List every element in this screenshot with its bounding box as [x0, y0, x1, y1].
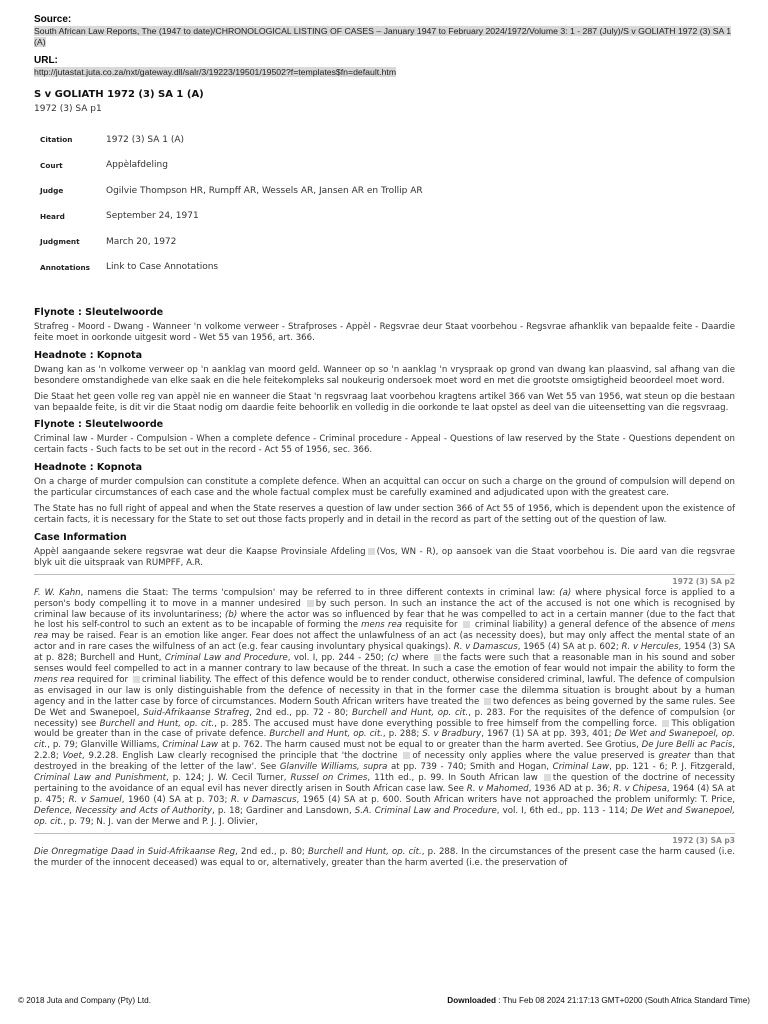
url-label: URL: [34, 55, 58, 66]
case-page-ref: 1972 (3) SA p1 [34, 104, 102, 114]
case-info-heading: Case Information [34, 531, 127, 543]
meta-key: Heard [40, 211, 65, 221]
margin-letter-g [403, 752, 410, 759]
margin-letter-e [484, 698, 491, 705]
margin-letter-c [368, 548, 375, 555]
source-url[interactable]: http://jutastat.juta.co.za/nxt/gateway.dll/salr/3/19223/19501/19502?f=templates$fn=default.htm [34, 67, 397, 77]
flynote-af-text: Strafreg - Moord - Dwang - Wanneer 'n volkome verweer - Strafproses - Appèl - Regsvrae deur Staat voorbehou - Regsvrae afhanklik van bepaalde feite - Daardie feite moet in oorkonde uitgesit word - Wet 55 van 1956, art. 366. [34, 322, 735, 343]
meta-row-judgment [40, 229, 423, 255]
meta-row-heard [40, 204, 423, 230]
margin-letter-h [544, 774, 551, 781]
meta-row-judge [40, 178, 423, 204]
meta-row-annotations [40, 255, 423, 281]
page-marker: 1972 (3) SA p3 [672, 835, 735, 845]
source-block [34, 14, 734, 78]
flynote-en-heading: Flynote : Sleutelwoorde [34, 419, 164, 431]
meta-value: September 24, 1971 [106, 211, 199, 222]
meta-key: Annotations [40, 262, 91, 272]
argument-paragraph: F. W. Kahn, namens die Staat: The terms 'compulsion' may be referred to in three different contexts in criminal law: (a) where physical force is applied to a person's body compelling it to move in a manner undesired by such person. In such an instance the act of the accused is not one which is recognised by criminal law because of its involuntariness; (b) where the actor was so influenced by fear that he was compelled to act in a certain manner (due to the fact that he lost his self-control to such an extent as to be incapable of forming the mens rea requisite for criminal liability) a general defence of the absence of mens rea may be raised. Fear is an emotion like anger. Fear does not affect the unlawfulness of an act (as necessity does), but may only affect the mental state of an actor and in rare cases the wilfulness of an act (e.g. fear causing involuntary physical quakings). R. v Damascus, 1965 (4) SA at p. 602; R. v Hercules, 1954 (3) SA at p. 828; Burchell and Hunt, Criminal Law and Procedure, vol. I, pp. 244 - 250; (c) where the facts were such that a reasonable man in his sound and sober senses would feel compelled to act in a manner contrary to law because of the threat. In such a case the emotion of fear would not impair the ability to form the mens rea required for criminal liability. The effect of this defence would be to render conduct, otherwise considered criminal, lawful. The defence of compulsion as envisaged in our law is only distinguishable from the defence of necessity in that in the former case the dilemma situation is brought about by a human agency and in the latter case by force of circumstances. Modern South African writers have treated the two defences as being governed by the same rules. See De Wet and Swanepoel, Suid-Afrikaanse Strafreg, 2nd ed., pp. 72 - 80; Burchell and Hunt, op. cit., p. 283. For the requisites of the defence of compulsion (or necessity) see Burchell and Hunt, op. cit., p. 285. The accused must have done everything possible to free himself from the compelling force. This obligation would be greater than in the case of private defence. Burchell and Hunt, op. cit., p. 288; S. v Bradbury, 1967 (1) SA at pp. 393, 401; De Wet and Swanepoel, op. cit., p. 79; Glanville Williams, Criminal Law at p. 762. The harm caused must not be equal to or greater than the harm averted. See Grotius, De Jure Belli ac Pacis, 2.2.8; Voet, 9.2.28. English Law clearly recognised the principle that 'the doctrine of necessity only applies where the value preserved is greater than that destroyed in the breaking of the letter of the law'. See Glanville Williams, supra at pp. 739 - 740; Smith and Hogan, Criminal Law, pp. 121 - 6; P. J. Fitzgerald, Criminal Law and Punishment, p. 124; J. W. Cecil Turner, Russel on Crimes, 11th ed., p. 99. In South African law the question of the doctrine of necessity pertaining to the avoidance of an equal evil has never directly arisen in South African case law. See R. v Mahomed, 1936 AD at p. 36; R. v Chipesa, 1964 (4) SA at p. 475; R. v Samuel, 1960 (4) SA at p. 703; R. v Damascus, 1965 (4) SA at p. 600. South African writers have not approached the problem uniformly: T. Price, Defence, Necessity and Acts of Authority, p. 18; Gardiner and Lansdown, S.A. Criminal Law and Procedure, vol. I, 6th ed., pp. 113 - 114; De Wet and Swanepoel, op. cit., p. 79; N. J. van der Merwe and P. J. J. Olivier, [34, 587, 736, 827]
flynote-af-heading: Flynote : Sleutelwoorde [34, 307, 164, 318]
meta-value: Appèlafdeling [106, 160, 168, 171]
meta-key: Citation [40, 135, 73, 145]
meta-value: March 20, 1972 [106, 236, 177, 247]
meta-row-citation [40, 127, 423, 153]
meta-row-court [40, 153, 423, 179]
download-stamp: Downloaded : Thu Feb 08 2024 21:17:13 GMT+0200 (South Africa Standard Time) [447, 996, 750, 1005]
flynote-en-text: Criminal law - Murder - Compulsion - When a complete defence - Criminal procedure - Appeal - Questions of law reserved by the State - Questions dependent on certain facts - Such facts to be set out in the record - Act 55 of 1956, sec. 366. [34, 434, 735, 456]
meta-value: 1972 (3) SA 1 (A) [106, 134, 185, 145]
meta-key: Court [40, 160, 63, 170]
copyright-text: © 2018 Juta and Company (Pty) Ltd. [18, 996, 152, 1005]
margin-letter-b [463, 621, 470, 628]
case-metadata-table [40, 127, 423, 280]
source-path: South African Law Reports, The (1947 to date)/CHRONOLOGICAL LISTING OF CASES – January 1947 to February 2024/1972/Volume 3: 1 - 287 (July)/S v GOLIATH 1972 (3) SA 1 (A) [34, 26, 732, 47]
source-label: Source: [34, 14, 72, 25]
annotations-link[interactable]: Link to Case Annotations [106, 262, 219, 273]
margin-letter-a [307, 600, 314, 607]
page-marker: 1972 (3) SA p2 [672, 576, 735, 586]
page-break [34, 574, 735, 586]
margin-letter-f [662, 720, 669, 727]
page-break [34, 833, 735, 845]
headnote-af-paragraph: Die Staat het geen volle reg van appèl nie en wanneer die Staat 'n regsvraag laat voorbehou kragtens artikel 366 van Wet 55 van 1956, wat steun op die bestaan van bepaalde feite, is dit vir die Staat nodig om daardie feite behoorlik en volledig in die oorkonde te laat opstel as deel van die uiteensetting van die regsvraag. [34, 391, 735, 413]
margin-letter-c [434, 654, 441, 661]
margin-letter-d [133, 676, 140, 683]
headnote-en-heading: Headnote : Kopnota [34, 462, 143, 474]
case-info-paragraph: Appèl aangaande sekere regsvrae wat deur die Kaapse Provinsiale Afdeling (Vos, WN - R), op aansoek van die Staat voorbehou is. Die aard van die regsvrae blyk uit die uitspraak van RUMPFF, A.R. [34, 546, 736, 568]
meta-key: Judgment [40, 237, 80, 247]
argument-paragraph-continued: Die Onregmatige Daad in Suid-Afrikaanse Reg, 2nd ed., p. 80; Burchell and Hunt, op. cit., p. 288. In the circumstances of the present case the harm caused (i.e. the murder of the innocent deceased) was equal to or, alternatively, greater than the harm averted (i.e. the preservation of [34, 846, 735, 868]
meta-value: Ogilvie Thompson HR, Rumpff AR, Wessels AR, Jansen AR en Trollip AR [106, 185, 423, 196]
headnote-en-paragraph: The State has no full right of appeal and when the State reserves a question of law under section 366 of Act 55 of 1956, which is dependent upon the existence of certain facts, it is necessary for the State to set out those facts properly and in detail in the record as part of the setting out of the question of law. [34, 504, 735, 525]
headnote-af-heading: Headnote : Kopnota [34, 349, 143, 361]
headnote-en-paragraph: On a charge of murder compulsion can constitute a complete defence. When an acquittal can occur on such a charge on the ground of compulsion will depend on the particular circumstances of each case and the whole factual complex must be carefully examined and adjudicated upon with the greatest care. [34, 477, 735, 499]
case-title: S v GOLIATH 1972 (3) SA 1 (A) [34, 89, 204, 100]
headnote-af-paragraph: Dwang kan as 'n volkome verweer op 'n aanklag van moord geld. Wanneer op so 'n aanklag 'n vryspraak op grond van dwang kan plaasvind, sal afhang van die besondere omstandighede van elke saak en die hele feitekompleks sal noukeurig ondersoek moet word en met die grootste omsigtigheid beoordeel moet word. [34, 364, 735, 386]
case-body [34, 306, 735, 873]
meta-key: Judge [40, 186, 64, 196]
